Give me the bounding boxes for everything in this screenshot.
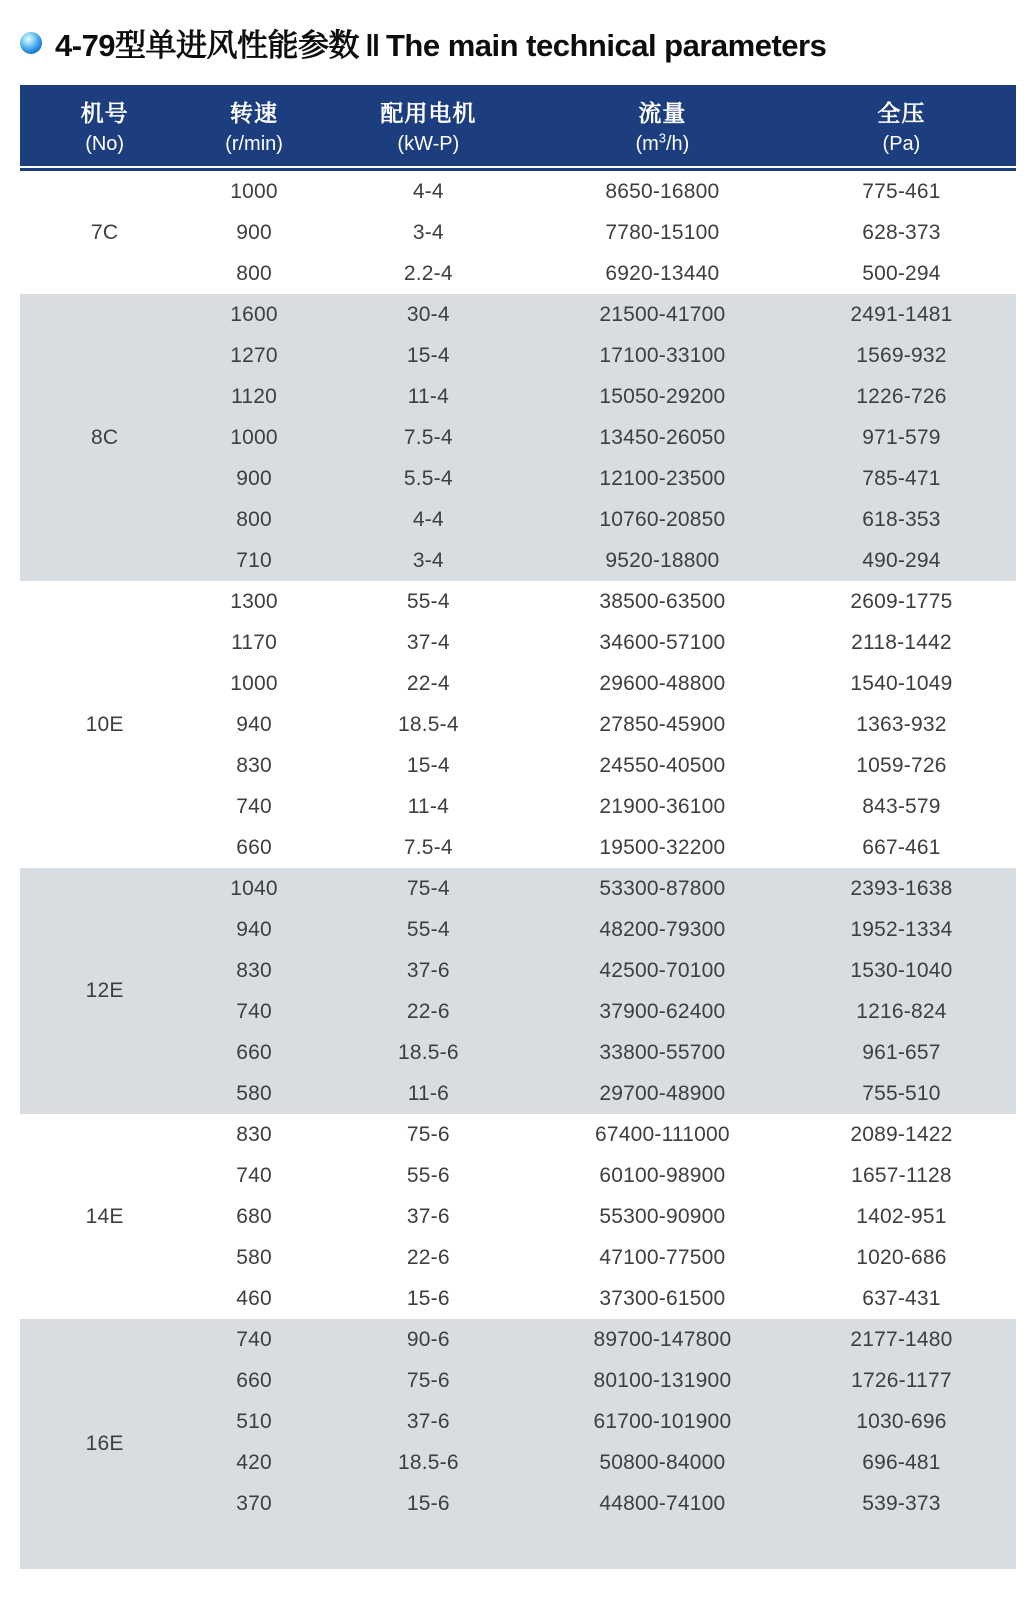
header-col-flow-sub: [635, 130, 690, 156]
flow-cell: 21500-41700: [599, 302, 726, 326]
speed-cell: 830: [236, 958, 272, 982]
header-col-no: [20, 85, 189, 166]
speed-cell: 800: [236, 261, 272, 285]
title-zh: 4-79型单进风性能参数: [55, 28, 360, 63]
motor-cell: 11-4: [407, 794, 449, 818]
header-col-no-sub: (No): [85, 133, 125, 155]
speed-cell: 660: [236, 835, 272, 859]
motor-cell: 75-6: [406, 1368, 450, 1392]
speed-cell: 940: [236, 917, 272, 941]
pressure-cell: 490-294: [862, 548, 941, 572]
speed-cell: 710: [236, 548, 272, 572]
parameters-table: [20, 85, 1016, 1569]
flow-cell: 21900-36100: [599, 794, 726, 818]
speed-cell: 660: [236, 1368, 272, 1392]
flow-cell: 37300-61500: [599, 1286, 726, 1310]
speed-cell: 680: [236, 1204, 272, 1228]
speed-cell: 740: [236, 794, 272, 818]
flow-cell: 55300-90900: [599, 1204, 726, 1228]
flow-cell: 13450-26050: [599, 425, 726, 449]
motor-cell: 75-6: [406, 1122, 450, 1146]
header-col-motor-sub: (kW-P): [397, 133, 460, 155]
group-8C: [20, 294, 1016, 581]
speed-cell: 1120: [231, 384, 278, 408]
pressure-cell: 667-461: [862, 835, 941, 859]
motor-cell: 2.2-4: [403, 261, 453, 285]
table-row: [20, 868, 1016, 909]
group-no-label: 16E: [85, 1432, 124, 1455]
page-title-text: [55, 20, 826, 65]
pressure-cell: 843-579: [862, 794, 941, 818]
flow-cell: 53300-87800: [599, 876, 726, 900]
speed-cell: 580: [236, 1081, 272, 1105]
speed-cell: 420: [236, 1450, 272, 1474]
group-10E: [20, 581, 1016, 868]
motor-cell: 37-6: [406, 1204, 450, 1228]
motor-cell: 3-4: [412, 220, 444, 244]
bottom-spacer-cell: [189, 1524, 1016, 1569]
title-divider: ‖: [365, 28, 380, 63]
table-header: [20, 85, 1016, 166]
table-row: [20, 171, 1016, 212]
motor-cell: 90-6: [406, 1327, 450, 1351]
flow-cell: 47100-77500: [599, 1245, 726, 1269]
speed-cell: 940: [236, 712, 272, 736]
pressure-cell: 2491-1481: [850, 302, 953, 326]
pressure-cell: 2609-1775: [850, 589, 953, 613]
pressure-cell: 785-471: [862, 466, 941, 490]
motor-cell: 55-6: [406, 1163, 450, 1187]
speed-cell: 740: [236, 1163, 272, 1187]
motor-cell: 18.5-4: [397, 712, 459, 736]
pressure-cell: 961-657: [862, 1040, 941, 1064]
speed-cell: 580: [236, 1245, 272, 1269]
group-7C: [20, 171, 1016, 294]
flow-cell: 50800-84000: [599, 1450, 726, 1474]
flow-cell: 6920-13440: [605, 261, 720, 285]
pressure-cell: 775-461: [862, 179, 941, 203]
pressure-cell: 1657-1128: [851, 1163, 952, 1187]
motor-cell: 37-4: [406, 630, 450, 654]
pressure-cell: 2393-1638: [850, 876, 953, 900]
pressure-cell: 1020-686: [856, 1245, 947, 1269]
group-16E: [20, 1319, 1016, 1569]
motor-cell: 37-6: [406, 958, 450, 982]
table-row: [20, 1319, 1016, 1360]
motor-cell: 15-6: [406, 1491, 450, 1515]
flow-cell: 42500-70100: [599, 958, 726, 982]
motor-cell: 22-6: [406, 1245, 450, 1269]
pressure-cell: 539-373: [862, 1491, 941, 1515]
flow-cell: 33800-55700: [599, 1040, 726, 1064]
header-col-motor-zh: 配用电机: [380, 100, 477, 126]
flow-cell: 27850-45900: [599, 712, 726, 736]
group-no-label: 7C: [91, 220, 119, 244]
flow-cell: 38500-63500: [599, 589, 726, 613]
pressure-cell: 500-294: [862, 261, 941, 285]
group-no-label: 12E: [85, 979, 124, 1002]
pressure-cell: 2118-1442: [851, 630, 952, 654]
flow-cell: 10760-20850: [599, 507, 726, 531]
header-col-flow-zh: 流量: [638, 100, 687, 126]
pressure-cell: 1726-1177: [851, 1368, 952, 1392]
speed-cell: 1000: [230, 671, 278, 695]
table-row: [20, 1114, 1016, 1155]
motor-cell: 55-4: [406, 589, 450, 613]
pressure-cell: 1952-1334: [850, 917, 953, 941]
speed-cell: 800: [236, 507, 272, 531]
flow-cell: 60100-98900: [599, 1163, 726, 1187]
flow-unit-sup: 3: [658, 130, 666, 146]
speed-cell: 740: [236, 999, 272, 1023]
table-body: [20, 171, 1016, 1569]
motor-cell: 4-4: [412, 179, 444, 203]
header-col-motor: [319, 85, 538, 166]
header-col-pressure-zh: 全压: [877, 100, 926, 126]
group-12E: [20, 868, 1016, 1114]
header-col-speed-sub: (r/min): [225, 133, 283, 155]
motor-cell: 55-4: [406, 917, 450, 941]
motor-cell: 37-6: [406, 1409, 450, 1433]
pressure-cell: 1569-932: [856, 343, 947, 367]
speed-cell: 830: [236, 753, 272, 777]
flow-cell: 61700-101900: [593, 1409, 732, 1433]
pressure-cell: 1402-951: [856, 1204, 947, 1228]
header-col-pressure: [787, 85, 1016, 166]
motor-cell: 22-4: [406, 671, 450, 695]
motor-cell: 30-4: [406, 302, 450, 326]
flow-cell: 48200-79300: [599, 917, 726, 941]
motor-cell: 18.5-6: [397, 1040, 459, 1064]
flow-unit-post: /h): [666, 133, 690, 155]
speed-cell: 900: [236, 220, 272, 244]
pressure-cell: 1030-696: [856, 1409, 947, 1433]
flow-cell: 44800-74100: [599, 1491, 726, 1515]
flow-cell: 29600-48800: [599, 671, 726, 695]
speed-cell: 370: [236, 1491, 272, 1515]
flow-cell: 29700-48900: [599, 1081, 726, 1105]
flow-cell: 34600-57100: [599, 630, 726, 654]
pressure-cell: 971-579: [862, 425, 941, 449]
motor-cell: 18.5-6: [397, 1450, 459, 1474]
motor-cell: 7.5-4: [403, 835, 453, 859]
flow-cell: 24550-40500: [599, 753, 726, 777]
pressure-cell: 1216-824: [856, 999, 947, 1023]
flow-cell: 12100-23500: [599, 466, 726, 490]
motor-cell: 11-4: [407, 384, 449, 408]
speed-cell: 1170: [231, 630, 278, 654]
pressure-cell: 628-373: [862, 220, 941, 244]
title-en: The main technical parameters: [385, 28, 827, 63]
flow-cell: 80100-131900: [593, 1368, 732, 1392]
pressure-cell: 1059-726: [856, 753, 947, 777]
flow-unit-pre: (m: [635, 133, 659, 155]
speed-cell: 1040: [230, 876, 278, 900]
speed-cell: 460: [236, 1286, 272, 1310]
pressure-cell: 1226-726: [856, 384, 947, 408]
pressure-cell: 618-353: [862, 507, 941, 531]
pressure-cell: 696-481: [862, 1450, 941, 1474]
motor-cell: 22-6: [406, 999, 450, 1023]
motor-cell: 3-4: [412, 548, 444, 572]
flow-cell: 7780-15100: [605, 220, 720, 244]
speed-cell: 1000: [230, 179, 278, 203]
flow-cell: 19500-32200: [599, 835, 726, 859]
flow-cell: 8650-16800: [605, 179, 720, 203]
motor-cell: 5.5-4: [403, 466, 453, 490]
speed-cell: 1270: [230, 343, 278, 367]
motor-cell: 15-6: [406, 1286, 450, 1310]
flow-cell: 9520-18800: [605, 548, 720, 572]
table-row: [20, 294, 1016, 335]
flow-cell: 17100-33100: [599, 343, 726, 367]
flow-cell: 67400-111000: [595, 1122, 730, 1146]
flow-cell: 89700-147800: [593, 1327, 732, 1351]
pressure-cell: 637-431: [862, 1286, 941, 1310]
header-col-speed: [189, 85, 318, 166]
motor-cell: 15-4: [406, 343, 450, 367]
speed-cell: 900: [236, 466, 272, 490]
speed-cell: 660: [236, 1040, 272, 1064]
pressure-cell: 2177-1480: [850, 1327, 953, 1351]
header-col-pressure-sub: (Pa): [882, 133, 921, 155]
speed-cell: 1000: [230, 425, 278, 449]
page-title: [20, 20, 826, 65]
speed-cell: 510: [236, 1409, 272, 1433]
group-no-label: 14E: [85, 1204, 124, 1228]
flow-cell: 15050-29200: [599, 384, 726, 408]
pressure-cell: 2089-1422: [850, 1122, 953, 1146]
motor-cell: 15-4: [406, 753, 450, 777]
flow-cell: 37900-62400: [599, 999, 726, 1023]
motor-cell: 4-4: [412, 507, 444, 531]
group-no-label: 8C: [91, 425, 119, 449]
table-row: [20, 581, 1016, 622]
pressure-cell: 1540-1049: [850, 671, 953, 695]
speed-cell: 1300: [230, 589, 278, 613]
speed-cell: 740: [236, 1327, 272, 1351]
pressure-cell: 755-510: [862, 1081, 941, 1105]
speed-cell: 1600: [230, 302, 278, 326]
header-col-flow: [538, 85, 787, 166]
header-col-no-zh: 机号: [80, 100, 129, 126]
pressure-cell: 1363-932: [856, 712, 947, 736]
pressure-cell: 1530-1040: [850, 958, 953, 982]
motor-cell: 75-4: [406, 876, 450, 900]
group-no-label: 10E: [85, 712, 124, 736]
speed-cell: 830: [236, 1122, 272, 1146]
group-14E: [20, 1114, 1016, 1319]
header-col-speed-zh: 转速: [230, 100, 279, 126]
motor-cell: 7.5-4: [403, 425, 453, 449]
motor-cell: 11-6: [407, 1081, 449, 1105]
bullet-icon: [20, 32, 42, 54]
